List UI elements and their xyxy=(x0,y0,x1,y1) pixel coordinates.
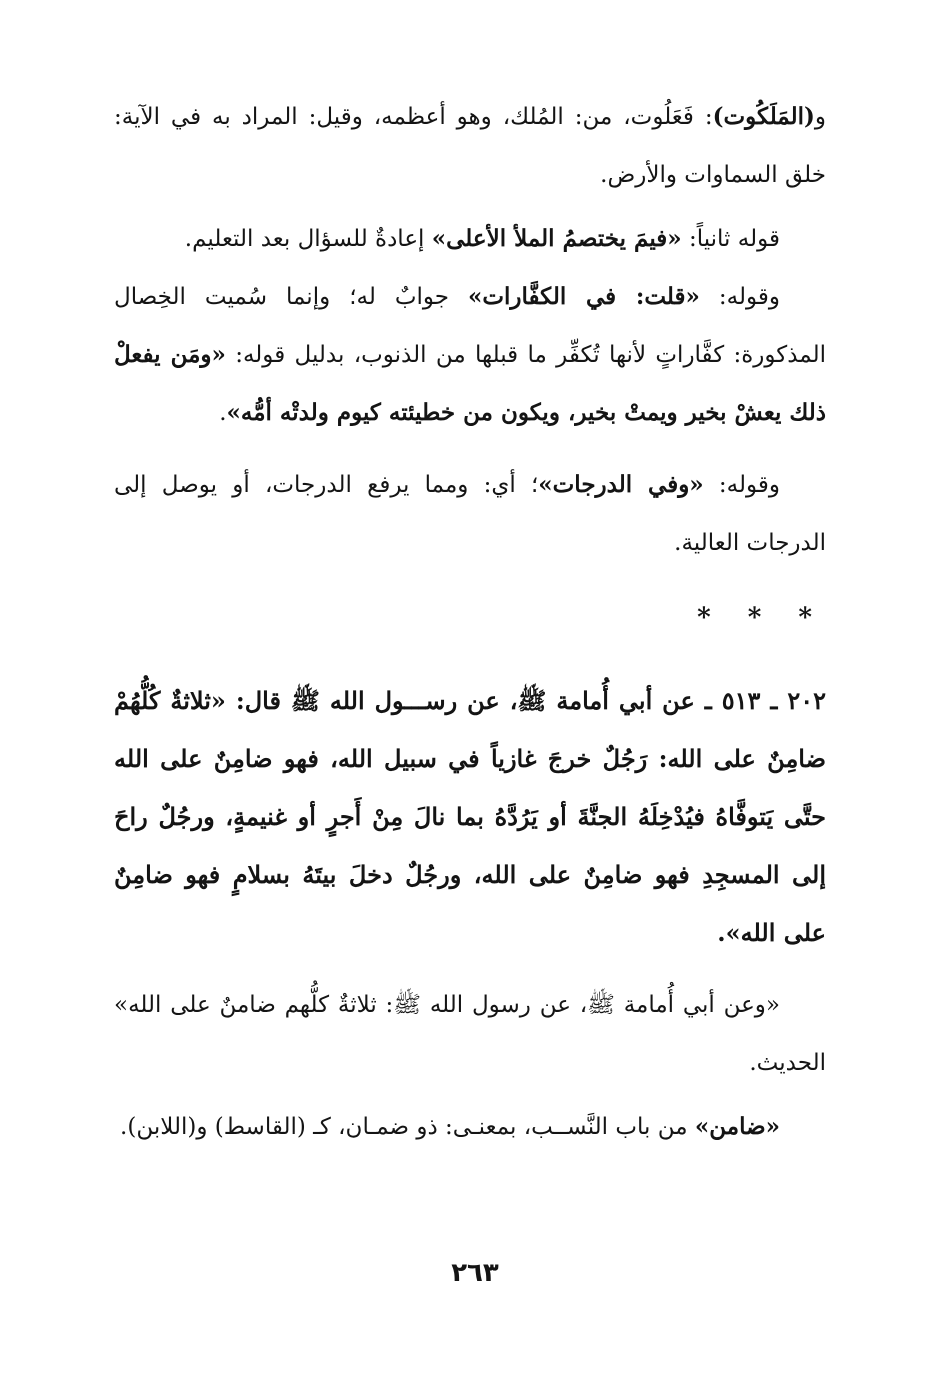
paragraph-lead: وقوله: xyxy=(699,284,780,310)
quote-kaffarat: «قلت: في الكفَّارات» xyxy=(468,283,700,310)
hadith-intro: عن أبي أُمامة ﷺ، عن رســـول الله ﷺ قال: xyxy=(225,686,705,715)
paragraph-end: . xyxy=(219,400,227,426)
page-number: ٢٦٣ xyxy=(451,1258,499,1288)
paragraph-malakut xyxy=(114,88,826,204)
commentary-paragraph-1: «وعن أبي أُمامة ﷺ، عن رسول الله ﷺ: ثلاثةٌ كلُّهم ضامنٌ على الله» الحديث. xyxy=(114,992,826,1076)
paragraph-kaffarat xyxy=(114,268,826,442)
quote-yaf3al: «ومَن يفعلْ ذلك يعشْ بخير ويمتْ بخير، ويكون من خطيئته كيوم ولدتْه أمُّه» xyxy=(114,341,826,426)
paragraph-text: جوابٌ له؛ وإنما سُميت الخِصال المذكورة: كفَّاراتٍ لأنها تُكفِّر ما قبلها من الذنوب، بدليل قوله: xyxy=(114,284,826,368)
paragraph-second-question xyxy=(114,210,826,268)
paragraph-text: : فَعَلُوت، من: المُلك، وهو أعظمه، وقيل: المراد به في الآية: خلق السماوات والأرض. xyxy=(114,104,826,188)
paragraph-text: من باب النَّســب، بمعنـى: ذو ضمـان، كـ (القاسط) و(اللابن). xyxy=(120,1114,695,1140)
paragraph-lead: و xyxy=(814,104,826,130)
paragraph-lead: وقوله: xyxy=(703,472,780,498)
term-malakut: (المَلَكُوت) xyxy=(712,103,815,130)
commentary-paragraph-2 xyxy=(114,1098,826,1156)
hadith-body: «ثلاثةٌ كُلُّهُمْ ضامِنٌ على الله: رَجُلٌ خرجَ غازياً في سبيل الله، فهو ضامِنٌ على الله حتَّى يَتوفَّاهُ فيُدْخِلَهُ الجنَّةَ أو يَرُدَّهُ بما نالَ مِنْ أَجرٍ أو غنيمةٍ، ورجُلٌ راحَ إلى المسجِدِ فهو ضامِنٌ على الله، ورجُلٌ دخلَ بيتَهُ بسلامٍ فهو ضامِنٌ على الله». xyxy=(114,686,827,947)
quote-darajat: «وفي الدرجات» xyxy=(538,471,704,498)
quote-yakhtasim: «فيمَ يختصمُ الملأ الأعلى» xyxy=(431,225,682,252)
hadith-text xyxy=(114,672,826,962)
paragraph-lead: قوله ثانياً: xyxy=(681,226,780,252)
section-divider: * * * xyxy=(697,603,826,633)
paragraph-darajat xyxy=(114,456,826,572)
term-damin: «ضامن» xyxy=(694,1113,780,1140)
paragraph-text: ؛ أي: ومما يرفع الدرجات، أو يوصل إلى الدرجات العالية. xyxy=(114,472,826,556)
hadith-number: ٢٠٢ ـ ٥١٣ ـ xyxy=(704,686,826,715)
paragraph-text: إعادةٌ للسؤال بعد التعليم. xyxy=(184,226,432,252)
page-body xyxy=(114,88,826,1156)
